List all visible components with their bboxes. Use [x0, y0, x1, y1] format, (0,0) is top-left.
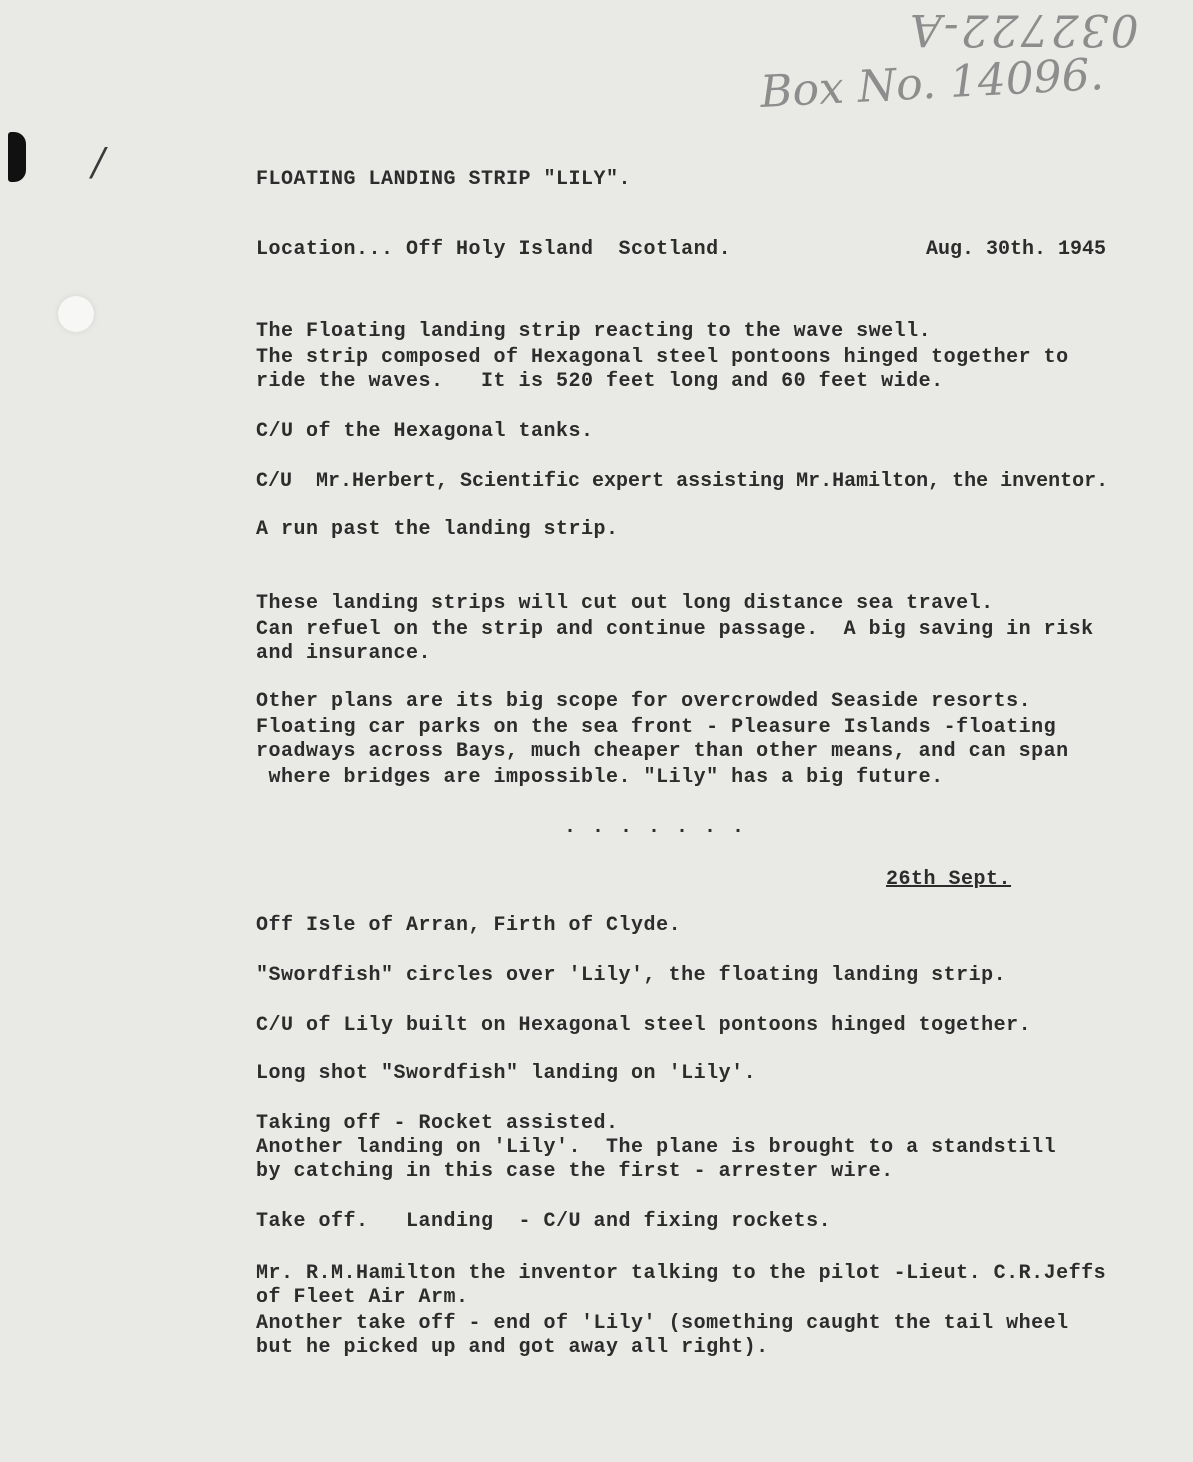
s1-para5-line2: Can refuel on the strip and continue passage. A big saving in risk	[256, 618, 1094, 641]
location-line: Location... Off Holy Island Scotland.	[256, 238, 732, 261]
handwritten-ref-code: 032722-A	[908, 4, 1139, 55]
s1-para5-line1: These landing strips will cut out long distance sea travel.	[256, 592, 994, 615]
s2-para5-line3: by catching in this case the first - arrester wire.	[256, 1160, 894, 1183]
document-title: FLOATING LANDING STRIP "LILY".	[256, 168, 632, 191]
s1-para5-line3: and insurance.	[256, 642, 432, 665]
binder-notch	[8, 132, 26, 182]
s1-para1-line2: The strip composed of Hexagonal steel pontoons hinged together to	[256, 346, 1069, 369]
handwritten-box-number: Box No. 14096.	[758, 49, 1105, 118]
s1-para4: A run past the landing strip.	[256, 518, 619, 541]
s2-para4: Long shot "Swordfish" landing on 'Lily'.	[256, 1062, 757, 1085]
s2-para6: Take off. Landing - C/U and fixing rockets.	[256, 1210, 832, 1233]
s2-date: 26th Sept.	[886, 868, 1012, 891]
s2-para7-line1: Mr. R.M.Hamilton the inventor talking to the pilot -Lieut. C.R.Jeffs	[256, 1262, 1107, 1285]
s1-para6-line1: Other plans are its big scope for overcrowded Seaside resorts.	[256, 690, 1032, 713]
s2-para7-line2: of Fleet Air Arm.	[256, 1286, 469, 1309]
s1-para3: C/U Mr.Herbert, Scientific expert assisting Mr.Hamilton, the inventor.	[256, 470, 1109, 493]
punch-hole	[58, 296, 94, 332]
margin-mark: /	[92, 140, 105, 184]
s1-para6-line3: roadways across Bays, much cheaper than other means, and can span	[256, 740, 1069, 763]
s2-para2: "Swordfish" circles over 'Lily', the floating landing strip.	[256, 964, 1007, 987]
s2-para3: C/U of Lily built on Hexagonal steel pontoons hinged together.	[256, 1014, 1032, 1037]
section-separator: . . . . . . .	[564, 816, 747, 839]
s1-para6-line2: Floating car parks on the sea front - Pleasure Islands -floating	[256, 716, 1057, 739]
document-date: Aug. 30th. 1945	[926, 238, 1107, 261]
s2-para7-line4: but he picked up and got away all right).	[256, 1336, 769, 1359]
s2-para5-line2: Another landing on 'Lily'. The plane is brought to a standstill	[256, 1136, 1057, 1159]
s2-para7-line3: Another take off - end of 'Lily' (something caught the tail wheel	[256, 1312, 1069, 1335]
s1-para6-line4: where bridges are impossible. "Lily" has a big future.	[256, 766, 944, 789]
s2-para1: Off Isle of Arran, Firth of Clyde.	[256, 914, 682, 937]
s1-para1-line1: The Floating landing strip reacting to the wave swell.	[256, 320, 932, 343]
s1-para1-line3: ride the waves. It is 520 feet long and 60 feet wide.	[256, 370, 944, 393]
s2-para5-line1: Taking off - Rocket assisted.	[256, 1112, 619, 1135]
s1-para2: C/U of the Hexagonal tanks.	[256, 420, 594, 443]
